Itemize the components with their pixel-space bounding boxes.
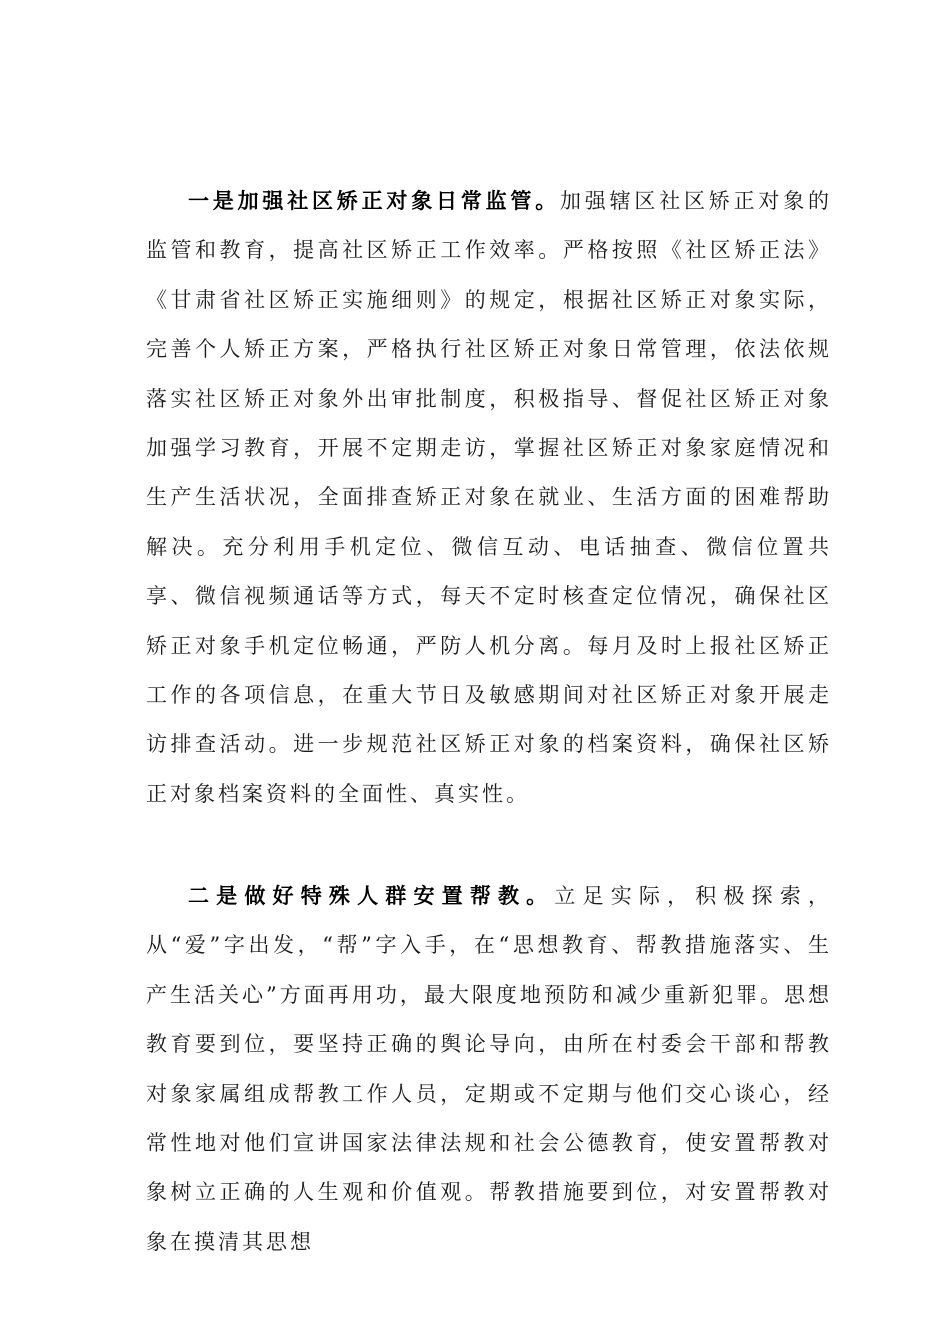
paragraph-body: 加强辖区社区矫正对象的监管和教育，提高社区矫正工作效率。严格按照《社区矫正法》《甘肃省社区矫正实施细则》的规定，根据社区矫正对象实际，完善个人矫正方案，严格执行社区矫正对象日常管理，依法依规落实社区矫正对象外出审批制度，积极指导、督促社区矫正对象加强学习教育，开展不定期走访，掌握社区矫正对象家庭情况和生产生活状况，全面排查矫正对象在就业、生活方面的困难帮助解决。充分利用手机定位、微信互动、电话抽查、微信位置共享、微信视频通话等方式，每天不定时核查定位情况，确保社区矫正对象手机定位畅通，严防人机分离。每月及时上报社区矫正工作的各项信息，在重大节日及敏感期间对社区矫正对象开展走访排查活动。进一步规范社区矫正对象的档案资料，确保社区矫正对象档案资料的全面性、真实性。 xyxy=(146,189,832,806)
paragraph-lead: 二是做好特殊人群安置帮教。 xyxy=(188,883,555,908)
paragraph-lead: 一是加强社区矫正对象日常监管。 xyxy=(188,188,560,213)
paragraph-resettlement-assistance xyxy=(146,871,832,1267)
paragraph-community-correction xyxy=(146,176,832,819)
paragraph-body: 立足实际，积极探索，从“爱”字出发，“帮”字入手，在“思想教育、帮教措施落实、生产生活关心”方面再用功，最大限度地预防和减少重新犯罪。思想教育要到位，要坚持正确的舆论导向，由所在村委会干部和帮教对象家属组成帮教工作人员，定期或不定期与他们交心谈心，经常性地对他们宣讲国家法律法规和社会公德教育，使安置帮教对象树立正确的人生观和价值观。帮教措施要到位，对安置帮教对象在摸清其思想 xyxy=(146,884,833,1254)
